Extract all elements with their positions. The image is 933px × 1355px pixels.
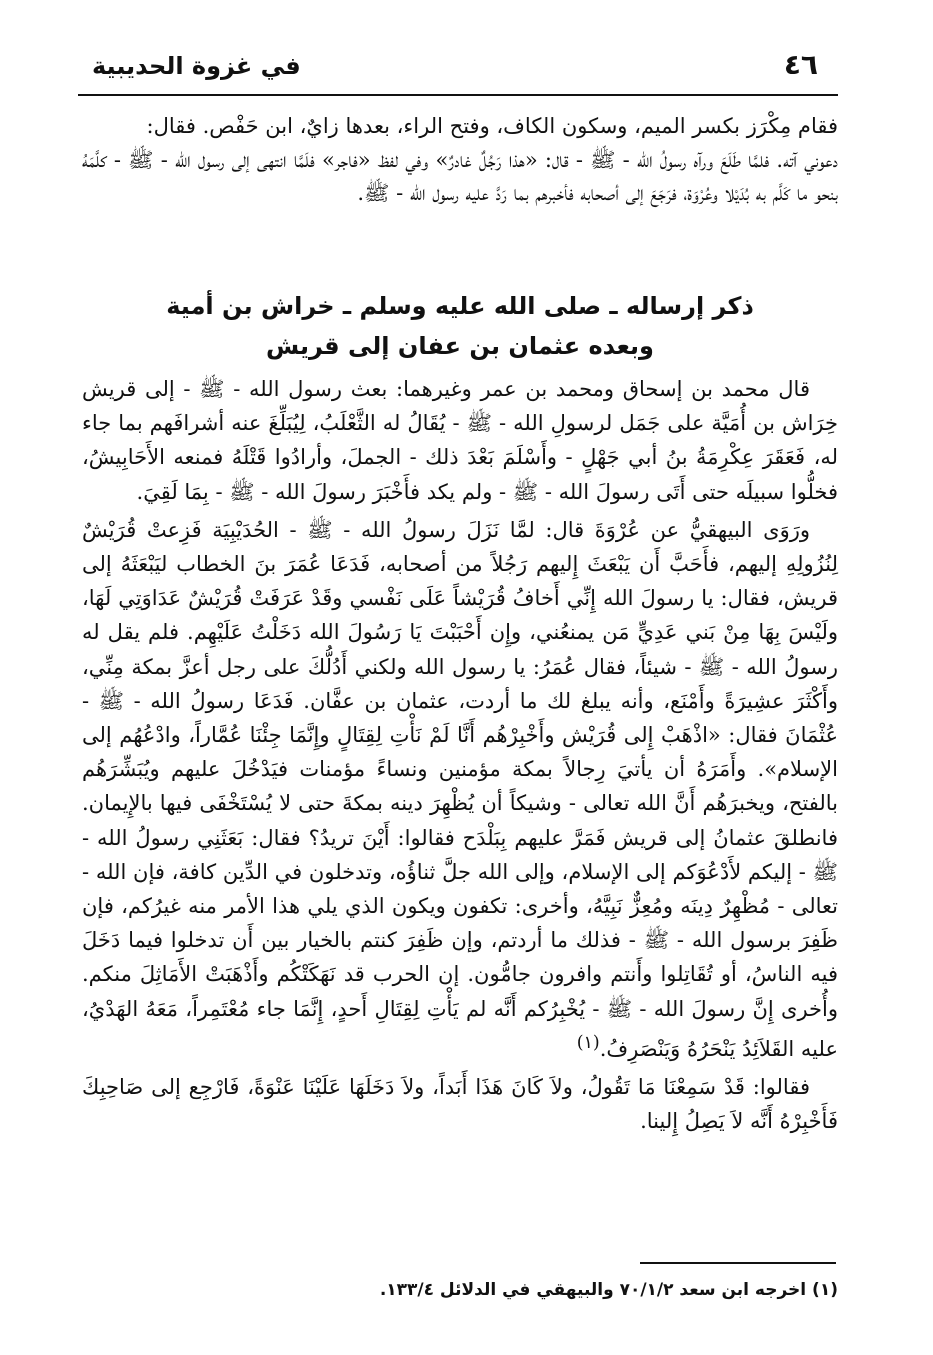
page-number: ٤٦ — [783, 48, 818, 81]
header-rule — [78, 94, 838, 96]
running-title: في غزوة الحديبية — [92, 52, 301, 80]
footnote-rule — [640, 1262, 836, 1264]
section-heading — [82, 286, 838, 366]
paragraph-2-text: ورَوَى البيهقيُّ عن عُرْوَةَ قال: لمَّا نَزَلَ رسولُ الله - ﷺ - الحُدَيْبِيَة فَزِعتْ قُرَيْشٌ لِنُزُولِهِ إليهم، فأَحَبَّ أَن يَبْعَثَ إِليهم رَجُلاً من أصحابه، فَدَعَا عُمَرَ بنَ الخطاب ليَبْعَثَهُ إلى قريش، فقال: يا رسولَ الله إِنِّي أَخافُ قُرَيْشاً عَلَى نَفْسي وقَدْ عَرَفَتْ قُرَيْشٌ عَدَاوَتِي لَهَا، ولَيْسَ بِهَا مِنْ بَني عَدِيٍّ مَن يمنعُني، وإِن أَحْبَبْتَ يَا رَسُولَ الله دَخَلْتُ عَلَيْهِم. فلم يقل له رسولُ الله - ﷺ - شيئاً، فقال عُمَرُ: يا رسول الله ولكني أَدُلُّكَ على رجل أعزَّ بمكة مِنِّي، وأَكْثَرَ عشِيرَةً وأَمْنَع، وأنه يبلغ لك ما أردت، عثمان بن عفَّان. فَدَعَا رسولُ الله - ﷺ - عُثْمَانَ فقال: «اذْهَبْ إِلى قُرَيْش وأَخْبِرْهُم أَنَّا لَمْ نَأْتِ لِقِتَالٍ وإِنَّمَا جِئْنَا عُمَّاراً، وادْعُهُم إلى الإسلام». وأَمَرَهُ أن يأتيَ رِجالاً بمكة مؤمنين ونساءً مؤمنات فيَدْخُلَ عليهم ويُبَشِّرَهُم بالفتح، ويخبرَهُم أَنَّ الله تعالى - وشيكاً أن يُظْهِرَ دينه بمكةَ حتى لا يُسْتَخْفَى فيها بالإِيمان. فانطلقَ عثمانُ إلى قريش فَمَرَّ عليهم بِبَلْدَح فقالوا: أَيْنَ تريدُ؟ فقال: بَعَثَنِي رسولُ الله - ﷺ - إليكم لأَدْعُوَكم إلى الإسلام، وإلى الله جلَّ ثناؤُه، وتدخلون في الدِّين كافة، فإن الله - تعالى - مُظْهِرٌ دِينَه ومُعِزٌّ نَبِيَّهُ، وأخرى: تكفون ويكون الذي يلي هذا الأمر منه غيرُكم، فإن ظَفِرَ برسول الله - ﷺ - فذلك ما أردتم، وإن ظَفِرَ كنتم بالخيار بين أَن تدخلوا فيما دَخَلَ فيه الناسُ، أو تُقَاتِلوا وأَنتم وافرون جامُّون. إن الحرب قد نَهَكَتْكُم وأَذْهَبَتْ الأَمَاثِلَ منكم. وأُخرى إِنَّ رسولَ الله - ﷺ - يُخْبِرُكم أَنَّه لم يَأْتِ لِقِتَالِ أَحدٍ، إِنَّمَا جاء مُعْتَمِراً، مَعَهُ الهَدْيُ، عليه القَلاَئِدُ يَنْحَرُهُ وَيَنْصَرِفُ. — [82, 517, 838, 1061]
page-header — [78, 44, 838, 96]
footnote-ref: (١) — [576, 1032, 600, 1053]
intro-text — [82, 110, 838, 211]
intro-line: فقام مِكْرَز بكسر الميم، وسكون الكاف، وفتح الراء، بعدها زايٌ، ابن حَفْص. فقال: — [146, 114, 838, 138]
section-heading-line-2: وبعده عثمان بن عفان إلى قريش — [266, 332, 654, 360]
section-body — [82, 372, 838, 1138]
paragraph-3: فقالوا: قَدْ سَمِعْنَا مَا تَقُولُ، ولاَ كَانَ هَذَا أَبَداً، ولاَ دَخَلَهَا عَلَيْنَا عَنْوَةً، فَارْجِع إلى صَاحِبِكَ فَأَخْبِرْهُ أَنَّه لاَ يَصِلُ إِلينا. — [82, 1075, 838, 1134]
paragraph-1: قال محمد بن إسحاق ومحمد بن عمر وغيرهما: بعث رسول الله - ﷺ - إلى قريش خِرَاش بن أُمَيَّة على جَمَل لرسولِ الله - ﷺ - يُقَالُ له الثَّعْلَبُ، لِيُبَلِّغَ عنه أشرافَهم بما جاء له، فَعَقَرَ عِكْرِمَةُ بنُ أبي جَهْلٍ - وأَسْلَمَ بَعْدَ ذلك - الجملَ، وأرادُوا قَتْلَهُ فمنعه الأَحَابِيشُ، فخلُّوا سبيلَه حتى أَتَى رسولَ الله - ﷺ - ولم يكد فأَخْبَرَ رسولَ الله - ﷺ - بِمَا لَقِيَ. — [82, 377, 838, 504]
intro-paragraph: دعوني آته. فلمَّا طَلَعَ ورآه رسولُ الله - ﷺ - قال: «هذا رَجُلٌ غادرٌ» وفي لفظ «فاجر» فلَمَّا انتهى إلى رسول الله - ﷺ - كلَّمَهُ بنحو ما كَلَّم به بُدَيْلا وعُرْوَة، فرَجَعَ إلى أصحابه فأخبرهم بما رَدَّ عليه رسول الله - ﷺ. — [82, 147, 838, 206]
paragraph-2 — [82, 513, 838, 1066]
footnote: (١) اخرجه ابن سعد ٧٠/١/٢ والبيهقي في الدلائل ١٣٣/٤. — [379, 1280, 838, 1300]
section-heading-line-1: ذكر إرساله ـ صلى الله عليه وسلم ـ خراش بن أمية — [166, 292, 754, 320]
